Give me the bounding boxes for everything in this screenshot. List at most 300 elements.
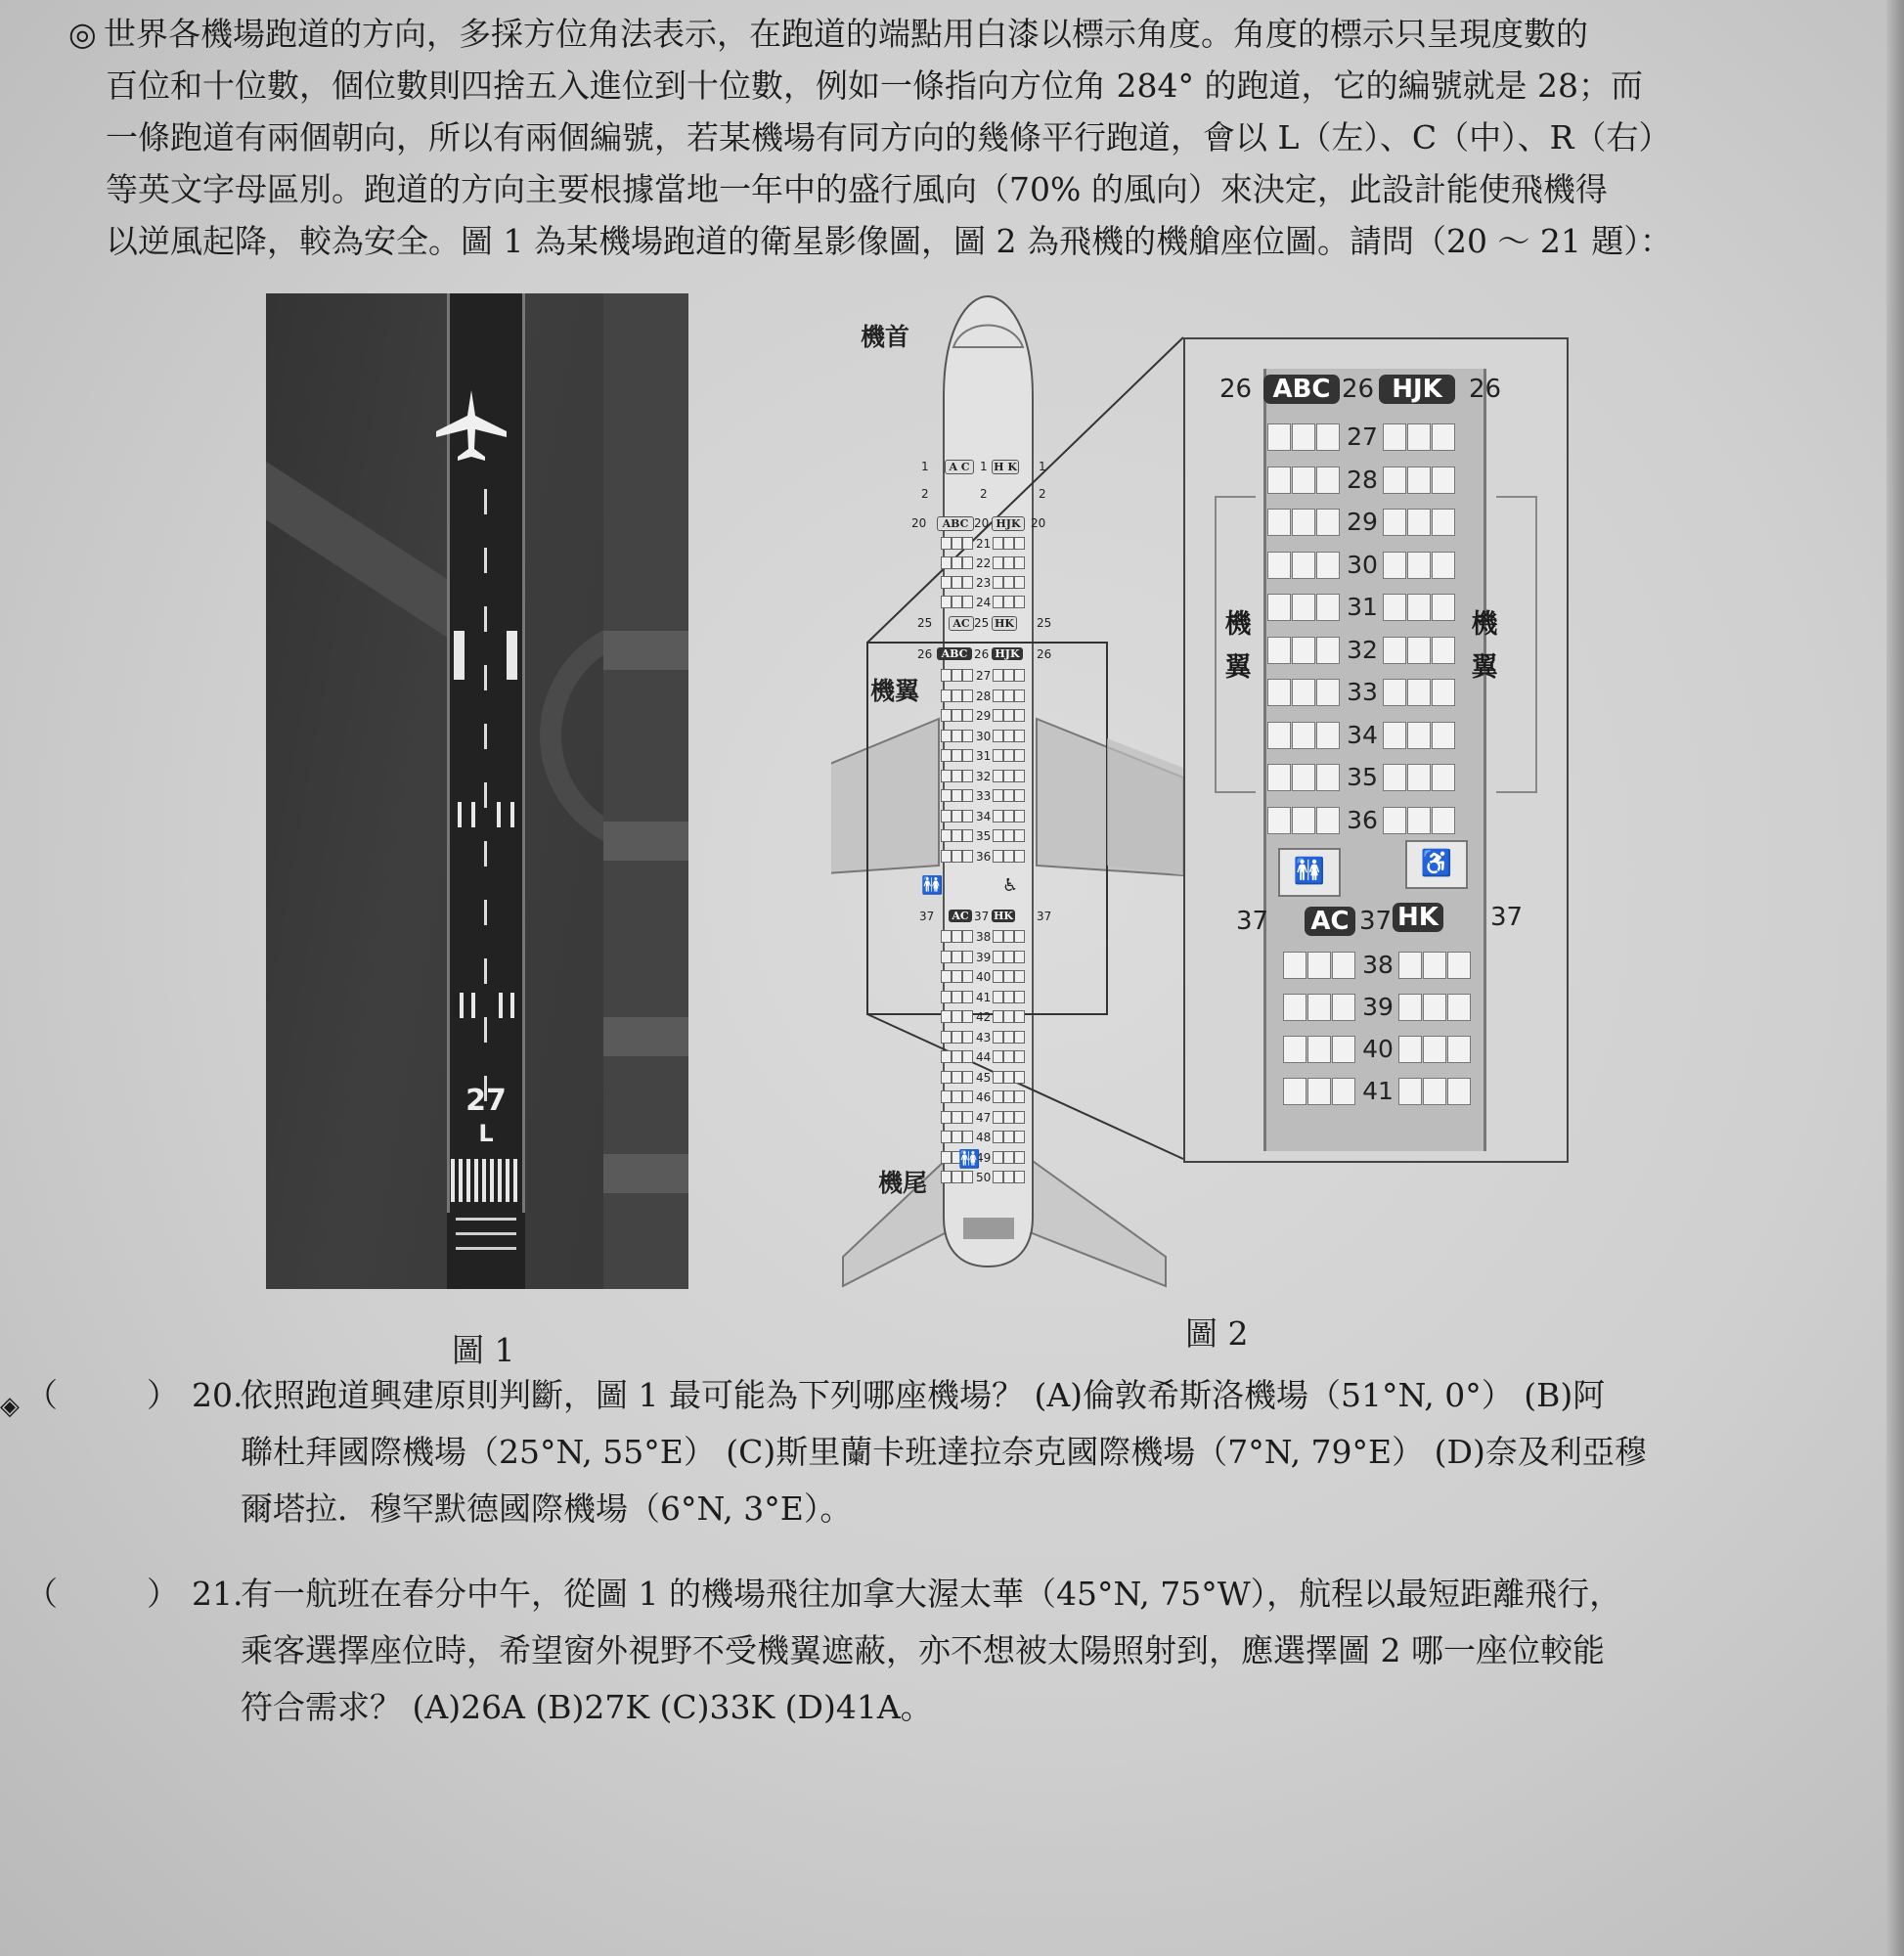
seat[interactable]	[1316, 423, 1340, 451]
seat[interactable]	[993, 1111, 1003, 1124]
seat[interactable]	[941, 669, 952, 682]
seat[interactable]	[1003, 1111, 1014, 1124]
seat[interactable]	[962, 1031, 973, 1044]
row-number: 27	[976, 669, 992, 683]
seat[interactable]	[1003, 689, 1014, 702]
seat[interactable]	[1432, 807, 1455, 834]
seat[interactable]	[993, 789, 1003, 802]
seat[interactable]	[1283, 994, 1306, 1021]
seat[interactable]	[1014, 556, 1025, 569]
seat[interactable]	[962, 810, 973, 822]
seat[interactable]	[952, 970, 962, 983]
seat[interactable]	[941, 749, 952, 762]
seat[interactable]	[962, 951, 973, 963]
seat[interactable]	[941, 556, 952, 569]
question-number: 21.	[192, 1575, 244, 1613]
nose-label: 機首	[861, 323, 910, 351]
seat[interactable]	[993, 1010, 1003, 1023]
seat[interactable]	[941, 730, 952, 742]
seat[interactable]	[1267, 594, 1291, 621]
seat[interactable]	[1014, 1131, 1025, 1143]
answer-paren-close: ）	[147, 1376, 179, 1414]
seat[interactable]	[1014, 689, 1025, 702]
seat[interactable]	[1014, 709, 1025, 722]
seat[interactable]	[1003, 596, 1014, 608]
seat[interactable]	[1014, 930, 1025, 943]
intro-line-2: 百位和十位數，個位數則四捨五入進位到十位數，例如一條指向方位角 284° 的跑道，它的編號就是 28；而	[106, 67, 1643, 105]
seat[interactable]	[993, 1131, 1003, 1143]
seat[interactable]	[1407, 552, 1431, 579]
seat[interactable]	[993, 951, 1003, 963]
seat[interactable]	[1292, 509, 1315, 536]
seat[interactable]	[1316, 807, 1340, 834]
seat[interactable]	[1407, 764, 1431, 791]
seat[interactable]	[952, 1131, 962, 1143]
seat[interactable]	[1407, 467, 1431, 494]
seat[interactable]	[993, 1171, 1003, 1183]
question-21-line-2: 乘客選擇座位時，希望窗外視野不受機翼遮蔽，亦不想被太陽照射到，應選擇圖 2 哪一座位較能	[241, 1631, 1605, 1669]
seat[interactable]	[962, 770, 973, 782]
seat[interactable]	[962, 596, 973, 608]
aircraft-stand	[603, 822, 688, 861]
seat[interactable]	[1447, 1078, 1471, 1105]
seat[interactable]	[941, 1131, 952, 1143]
seat[interactable]	[1003, 991, 1014, 1003]
seat[interactable]	[962, 829, 973, 842]
intro-line-3: 一條跑道有兩個朝向，所以有兩個編號，若某機場有同方向的幾條平行跑道，會以 L（左）、C（中）、R（右）	[106, 118, 1671, 156]
seat[interactable]	[1267, 467, 1291, 494]
seat[interactable]	[941, 770, 952, 782]
seat[interactable]	[1316, 594, 1340, 621]
seat[interactable]	[1332, 994, 1355, 1021]
seat[interactable]	[1014, 537, 1025, 550]
seat[interactable]	[952, 1071, 962, 1084]
seat[interactable]	[1292, 722, 1315, 749]
seat[interactable]	[1383, 423, 1406, 451]
seat[interactable]	[1332, 952, 1355, 979]
seat[interactable]	[941, 829, 952, 842]
seat[interactable]	[1407, 594, 1431, 621]
seat[interactable]	[1407, 509, 1431, 536]
seat[interactable]	[1423, 1036, 1446, 1063]
seat[interactable]	[941, 576, 952, 589]
row-number: 38	[1362, 951, 1394, 979]
seat[interactable]	[1014, 669, 1025, 682]
seat[interactable]	[1003, 951, 1014, 963]
seat[interactable]	[1014, 1031, 1025, 1044]
row-number: 50	[976, 1171, 992, 1184]
seat[interactable]	[941, 789, 952, 802]
seat[interactable]	[1014, 1050, 1025, 1063]
seat[interactable]	[1003, 1031, 1014, 1044]
seat[interactable]	[962, 669, 973, 682]
seat[interactable]	[962, 1111, 973, 1124]
seat[interactable]	[941, 1171, 952, 1183]
seat[interactable]	[1307, 1078, 1331, 1105]
small-tail-lavatory-icon: 🚻	[958, 1149, 981, 1170]
row-number: 34	[1347, 720, 1378, 749]
seat[interactable]	[1447, 994, 1471, 1021]
seat[interactable]	[1292, 594, 1315, 621]
seat[interactable]	[993, 556, 1003, 569]
question-20-line-1: 依照跑道興建原則判斷，圖 1 最可能為下列哪座機場？ (A)倫敦希斯洛機場（51°N, 0°） (B)阿	[241, 1376, 1606, 1414]
seat[interactable]	[1003, 669, 1014, 682]
seat[interactable]	[1398, 1078, 1422, 1105]
seat-row	[1185, 1036, 1567, 1065]
seat[interactable]	[941, 1151, 952, 1164]
row-number: 23	[976, 576, 992, 590]
row-number: 33	[1347, 678, 1378, 706]
row-number: 39	[976, 950, 992, 964]
seat[interactable]	[993, 1151, 1003, 1164]
seat[interactable]	[941, 1071, 952, 1084]
seat[interactable]	[1014, 1010, 1025, 1023]
seat[interactable]	[1292, 467, 1315, 494]
seat[interactable]	[993, 1071, 1003, 1084]
seat[interactable]	[1383, 509, 1406, 536]
seat[interactable]	[952, 789, 962, 802]
seat[interactable]	[1407, 807, 1431, 834]
seat[interactable]	[1014, 1111, 1025, 1124]
seat[interactable]	[1423, 994, 1446, 1021]
seat[interactable]	[962, 689, 973, 702]
seat[interactable]	[952, 930, 962, 943]
seat[interactable]	[1003, 576, 1014, 589]
seat[interactable]	[1003, 556, 1014, 569]
small-lavatory-icon: 🚻	[921, 875, 944, 896]
seat[interactable]	[1432, 552, 1455, 579]
seat[interactable]	[1014, 730, 1025, 742]
row-number: 47	[976, 1110, 992, 1125]
seat[interactable]	[962, 1171, 973, 1183]
seat[interactable]	[941, 991, 952, 1003]
seat[interactable]	[1283, 952, 1306, 979]
row-number: 43	[976, 1030, 992, 1045]
seat[interactable]	[1383, 594, 1406, 621]
seat[interactable]	[1003, 850, 1014, 863]
seat[interactable]	[1432, 637, 1455, 664]
seat[interactable]	[993, 991, 1003, 1003]
question-20-line-3: 爾塔拉．穆罕默德國際機場（6°N, 3°E）。	[241, 1489, 853, 1528]
seat[interactable]	[952, 749, 962, 762]
seat[interactable]	[1292, 807, 1315, 834]
seat[interactable]	[1316, 722, 1340, 749]
seat[interactable]	[941, 1010, 952, 1023]
runway-number: 27	[465, 1084, 507, 1118]
seat[interactable]	[952, 770, 962, 782]
seat[interactable]	[1003, 770, 1014, 782]
seat[interactable]	[952, 829, 962, 842]
seat[interactable]	[1003, 730, 1014, 742]
seat[interactable]	[993, 749, 1003, 762]
seat[interactable]	[952, 537, 962, 550]
circle-marker-icon: ◎	[68, 15, 97, 53]
figure2-seat-map: 機首 機翼 機尾 1 A C 1 H K 1 2 2 2 20 ABC 20 HJK 20 21 22 23 24 25 AC 25 HK 25 26 ABC 26 HJK 26 27 28 29 30 31 32 33 34 35 36 🚻 ♿ 37 AC 37 HK 37 38 39 40 41 42 43 44 45 46 47 48 49 50 🚻 26 ABC 26 HJK 26 27 28 29 30 31 32 33 34 35 36 機 翼 機 翼 🚻 ♿ 37 AC 37 HK 37 38 39 40 41	[831, 289, 1574, 1306]
seat[interactable]	[1014, 850, 1025, 863]
seat[interactable]	[952, 810, 962, 822]
seat[interactable]	[962, 970, 973, 983]
question-number: 20.	[192, 1376, 244, 1414]
seat[interactable]	[1003, 829, 1014, 842]
seat[interactable]	[1447, 1036, 1471, 1063]
row-number: 31	[976, 749, 992, 763]
seat[interactable]	[962, 1071, 973, 1084]
seat[interactable]	[1003, 930, 1014, 943]
seat[interactable]	[1432, 467, 1455, 494]
seat[interactable]	[952, 596, 962, 608]
seat[interactable]	[1292, 423, 1315, 451]
zoom-header-hk: HK	[1393, 903, 1443, 932]
seat[interactable]	[941, 810, 952, 822]
seat[interactable]	[1014, 1151, 1025, 1164]
seat[interactable]	[993, 829, 1003, 842]
seat[interactable]	[1014, 749, 1025, 762]
seat[interactable]	[941, 1111, 952, 1124]
seat[interactable]	[962, 1090, 973, 1103]
seat[interactable]	[1316, 679, 1340, 706]
seat[interactable]	[1383, 807, 1406, 834]
tail-label: 機尾	[878, 1169, 928, 1197]
seat[interactable]	[1447, 952, 1471, 979]
seat[interactable]	[1003, 1050, 1014, 1063]
row-number: 31	[1347, 593, 1378, 621]
seat[interactable]	[1407, 637, 1431, 664]
answer-paren-close: ）	[147, 1575, 179, 1613]
seat[interactable]	[1316, 467, 1340, 494]
zoom-header-abc: ABC	[1263, 375, 1340, 404]
seat[interactable]	[941, 930, 952, 943]
seat[interactable]	[1014, 596, 1025, 608]
seat[interactable]	[1398, 994, 1422, 1021]
seat[interactable]	[993, 1050, 1003, 1063]
seat[interactable]	[1407, 722, 1431, 749]
row-number: 21	[976, 537, 992, 551]
row-number: 41	[976, 990, 992, 1004]
seat[interactable]	[1432, 594, 1455, 621]
seat[interactable]	[941, 689, 952, 702]
seat[interactable]	[941, 1031, 952, 1044]
seat[interactable]	[1003, 749, 1014, 762]
seat[interactable]	[1432, 423, 1455, 451]
seat[interactable]	[1014, 1090, 1025, 1103]
seat[interactable]	[1014, 829, 1025, 842]
seat[interactable]	[1383, 552, 1406, 579]
row-number: 36	[1347, 805, 1378, 834]
seat[interactable]	[962, 537, 973, 550]
seat[interactable]	[993, 930, 1003, 943]
seat[interactable]	[1267, 637, 1291, 664]
seat[interactable]	[1014, 789, 1025, 802]
wing-label: 機翼	[870, 677, 920, 705]
seat[interactable]	[993, 689, 1003, 702]
seat[interactable]	[1407, 679, 1431, 706]
seat[interactable]	[1014, 770, 1025, 782]
seat[interactable]	[993, 1031, 1003, 1044]
seat[interactable]	[1407, 423, 1431, 451]
seat[interactable]	[952, 1010, 962, 1023]
seat[interactable]	[1423, 1078, 1446, 1105]
seat-row	[1185, 994, 1567, 1023]
seat[interactable]	[941, 970, 952, 983]
seat[interactable]	[1383, 637, 1406, 664]
seat[interactable]	[1332, 1036, 1355, 1063]
seat[interactable]	[952, 576, 962, 589]
row-number: 30	[1347, 550, 1378, 579]
seat[interactable]	[941, 709, 952, 722]
page-binding-edge	[1886, 0, 1904, 1956]
seat[interactable]	[1292, 637, 1315, 664]
seat[interactable]	[962, 991, 973, 1003]
row-number: 41	[1362, 1077, 1394, 1105]
seat[interactable]	[1432, 722, 1455, 749]
seat[interactable]	[941, 850, 952, 863]
seat[interactable]	[1383, 467, 1406, 494]
seat[interactable]	[1432, 509, 1455, 536]
seat[interactable]	[1003, 1171, 1014, 1183]
seat[interactable]	[952, 1111, 962, 1124]
seat[interactable]	[962, 1010, 973, 1023]
seat[interactable]	[1292, 552, 1315, 579]
seat[interactable]	[962, 789, 973, 802]
seat[interactable]	[1003, 789, 1014, 802]
seat[interactable]	[1316, 509, 1340, 536]
seat[interactable]	[962, 1131, 973, 1143]
seat[interactable]	[952, 991, 962, 1003]
seat[interactable]	[1267, 807, 1291, 834]
seat[interactable]	[952, 669, 962, 682]
seat[interactable]	[1383, 764, 1406, 791]
seat[interactable]	[941, 537, 952, 550]
seat[interactable]	[962, 1050, 973, 1063]
seat[interactable]	[941, 1050, 952, 1063]
seat[interactable]	[962, 749, 973, 762]
row-number: 40	[1362, 1035, 1394, 1063]
seat[interactable]	[1292, 679, 1315, 706]
seat[interactable]	[1267, 552, 1291, 579]
seat[interactable]	[1014, 991, 1025, 1003]
apron	[603, 293, 688, 1289]
seat[interactable]	[1307, 952, 1331, 979]
seat[interactable]	[1398, 1036, 1422, 1063]
seat[interactable]	[1003, 1151, 1014, 1164]
seat[interactable]	[1332, 1078, 1355, 1105]
seat[interactable]	[952, 850, 962, 863]
lavatory-icon: 🚻	[1278, 848, 1341, 897]
seat[interactable]	[1003, 1131, 1014, 1143]
seat[interactable]	[962, 556, 973, 569]
seat[interactable]	[952, 1090, 962, 1103]
seat[interactable]	[993, 1090, 1003, 1103]
seat[interactable]	[1432, 764, 1455, 791]
seat[interactable]	[941, 1090, 952, 1103]
seat[interactable]	[1014, 1171, 1025, 1183]
seat[interactable]	[993, 596, 1003, 608]
seat[interactable]	[962, 709, 973, 722]
seat[interactable]	[993, 730, 1003, 742]
seat[interactable]	[993, 970, 1003, 983]
seat[interactable]	[1292, 764, 1315, 791]
answer-paren-open: （	[25, 1376, 58, 1414]
row-number: 32	[1347, 635, 1378, 664]
seat[interactable]	[952, 556, 962, 569]
seat[interactable]	[952, 951, 962, 963]
seat[interactable]	[1316, 637, 1340, 664]
seat[interactable]	[962, 850, 973, 863]
seat[interactable]	[1267, 679, 1291, 706]
seat[interactable]	[993, 669, 1003, 682]
zoom-header-ac: AC	[1305, 907, 1355, 936]
seat[interactable]	[962, 730, 973, 742]
seat[interactable]	[1267, 423, 1291, 451]
seat[interactable]	[1003, 970, 1014, 983]
seat[interactable]	[1003, 537, 1014, 550]
seat[interactable]	[952, 689, 962, 702]
seat[interactable]	[952, 730, 962, 742]
row-number: 27	[1347, 422, 1378, 451]
seat[interactable]	[1003, 1010, 1014, 1023]
seat[interactable]	[1267, 509, 1291, 536]
row-number: 34	[976, 809, 992, 823]
seat[interactable]	[941, 951, 952, 963]
seat[interactable]	[993, 850, 1003, 863]
intro-paragraph	[68, 8, 1780, 267]
seat[interactable]	[993, 709, 1003, 722]
seat-row	[1185, 467, 1567, 496]
seat[interactable]	[1003, 709, 1014, 722]
seat[interactable]	[1383, 722, 1406, 749]
seat[interactable]	[1014, 1071, 1025, 1084]
seat[interactable]	[941, 596, 952, 608]
row-number: 32	[976, 769, 992, 783]
accessible-lavatory-icon: ♿	[1405, 840, 1468, 889]
seat[interactable]	[962, 930, 973, 943]
seat[interactable]	[952, 1050, 962, 1063]
seat[interactable]	[993, 576, 1003, 589]
seat[interactable]	[1283, 1078, 1306, 1105]
seat[interactable]	[1003, 1071, 1014, 1084]
seat[interactable]	[1014, 970, 1025, 983]
row-number: 39	[1362, 993, 1394, 1021]
seat[interactable]	[1307, 994, 1331, 1021]
seat[interactable]	[1003, 1090, 1014, 1103]
seat[interactable]	[1014, 576, 1025, 589]
seat[interactable]	[1423, 952, 1446, 979]
seat-row	[1185, 807, 1567, 836]
seat[interactable]	[993, 810, 1003, 822]
seat[interactable]	[993, 770, 1003, 782]
seat[interactable]	[1398, 952, 1422, 979]
seat[interactable]	[1267, 722, 1291, 749]
seat[interactable]	[1003, 810, 1014, 822]
seat[interactable]	[993, 537, 1003, 550]
diamond-bullet-icon: ◈	[0, 1392, 20, 1421]
seat[interactable]	[952, 1171, 962, 1183]
seat[interactable]	[952, 709, 962, 722]
seat[interactable]	[1267, 764, 1291, 791]
seat[interactable]	[1432, 679, 1455, 706]
intro-line-1: 世界各機場跑道的方向，多採方位角法表示，在跑道的端點用白漆以標示角度。角度的標示只呈現度數的	[104, 15, 1588, 53]
seat[interactable]	[1014, 951, 1025, 963]
seat[interactable]	[1307, 1036, 1331, 1063]
seat[interactable]	[1383, 679, 1406, 706]
seat[interactable]	[952, 1031, 962, 1044]
seat[interactable]	[962, 576, 973, 589]
airplane-icon	[432, 386, 510, 465]
seat[interactable]	[1316, 764, 1340, 791]
seat[interactable]	[1283, 1036, 1306, 1063]
seat[interactable]	[1014, 810, 1025, 822]
seat[interactable]	[1316, 552, 1340, 579]
